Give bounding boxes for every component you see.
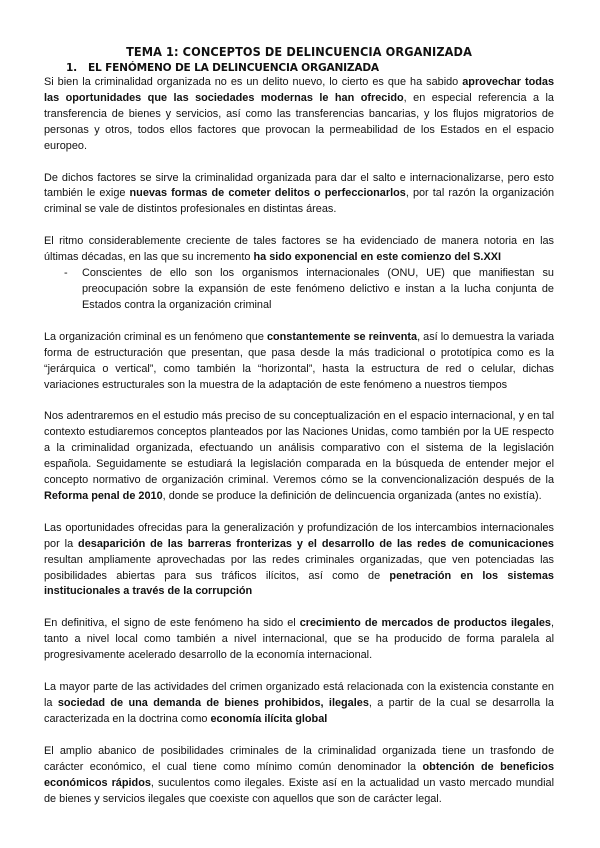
- paragraph-2: [44, 171, 554, 219]
- paragraph-6: [44, 521, 554, 601]
- p2-text-a: De dichos factores se sirve la criminalidad organizada para dar el salto e internacionalizarse, pero esto también le exige: [44, 171, 554, 200]
- paragraph-3: [44, 234, 554, 266]
- p3-text-a: El ritmo considerablemente creciente de tales factores se ha evidenciado de manera notoria en las últimas décadas, en las que su incremento: [44, 235, 554, 264]
- p7-text-a: En definitiva, el signo de este fenómeno ha sido el: [44, 617, 300, 630]
- p4-bold-b: constantemente se reinventa: [266, 330, 418, 343]
- p6-text-a: Las oportunidades ofrecidas para la generalización y profundización de los intercambios internacionales por la: [44, 521, 554, 550]
- paragraph-9: [44, 744, 554, 808]
- p7-bold-b: crecimiento de mercados de productos ilegales: [299, 617, 551, 630]
- paragraph-5: [44, 409, 554, 504]
- section-heading: [66, 62, 554, 74]
- p1-text-a: Si bien la criminalidad organizada no es un delito nuevo, lo cierto es que ha sabido: [44, 76, 463, 88]
- p8-text-c: , a partir de la cual se desarrolla la caracterizada en la doctrina como: [44, 697, 554, 725]
- p1-bold-b: aprovechar todas las oportunidades que las sociedades modernas le han ofrecido: [44, 76, 554, 104]
- p2-bold-b: nuevas formas de cometer delitos o perfeccionarlos: [129, 187, 406, 200]
- paragraph-4: [44, 330, 554, 394]
- p5-text-a: Nos adentraremos en el estudio más preciso de su conceptualización en el espacio internacional, y en tal contexto estudiaremos conceptos planteados por las Naciones Unidas, como también por la UE respecto a la criminalidad organizada, efectuando un análisis comparativo con el sistema de la legislación española. Seguidamente se estudiará la legislación comparada en la búsqueda de entender mejor el concepto normativo de organización criminal. Veremos cómo se la convencionalización después de la: [44, 410, 554, 487]
- p6-bold-b: desaparición de las barreras fronterizas y el desarrollo de las redes de comunicaciones: [78, 537, 554, 550]
- section-heading-text: EL FENÓMENO DE LA DELINCUENCIA ORGANIZADA: [88, 62, 379, 74]
- paragraph-8: [44, 680, 554, 728]
- p8-bold-d: economía ilícita global: [210, 712, 328, 725]
- p5-text-c: , donde se produce la definición de delincuencia organizada (antes no existía).: [162, 489, 542, 502]
- p3-bold-b: ha sido exponencial en este comienzo del S.XXI: [253, 251, 502, 264]
- section-number: 1.: [66, 62, 77, 74]
- p7-text-c: , tanto a nivel local como también a nivel internacional, que se ha producido de forma paralela al progresivamente acelerado desarrollo de la economía internacional.: [44, 617, 554, 662]
- p9-bold-b: obtención de beneficios económicos rápidos: [44, 760, 555, 789]
- p9-text-a: El amplio abanico de posibilidades criminales de la criminalidad organizada tiene un trasfondo de carácter económico, el cual tiene como mínimo común denominador la: [44, 744, 554, 773]
- p2-text-c: , por tal razón la organización criminal se vale de distintos profesionales en distintas áreas.: [44, 187, 555, 216]
- p4-text-c: , así lo demuestra la variada forma de estructuración que presentan, que pasa desde la más tradicional o prototípica como es la “jerárquica o vertical”, como también la “horizontal”, hasta la estructura de red o celular, dichas variaciones estructurales son la muestra de la adaptación de este fenómeno a nuestros tiempos: [44, 330, 555, 391]
- p4-text-a: La organización criminal es un fenómeno que: [44, 330, 267, 343]
- p6-bold-d: penetración en los sistemas institucionales a través de la corrupción: [44, 569, 554, 598]
- p8-bold-b: sociedad de una demanda de bienes prohibidos, ilegales: [57, 697, 369, 709]
- p8-text-a: La mayor parte de las actividades del crimen organizado está relacionada con la existencia constante en la: [44, 681, 554, 709]
- p5-bold-b: Reforma penal de 2010: [44, 489, 163, 502]
- bullet-list: [44, 266, 554, 314]
- paragraph-1: [44, 75, 554, 155]
- p6-text-c: resultan ampliamente aprovechadas por las redes criminales organizadas, que ven potenciadas las posibilidades abiertas para sus tráficos ilícitos, así como de: [44, 553, 554, 582]
- document-title: TEMA 1: CONCEPTOS DE DELINCUENCIA ORGANIZADA: [126, 44, 472, 59]
- p1-text-c: , en especial referencia a la transferencia de bienes y servicios, así como las transferencias bancarias, y los flujos migratorios de personas y otros, todos ellos factores que provocan la permeabilidad de los Estados en el espacio europeo.: [44, 91, 554, 152]
- p9-text-c: , suculentos como ilegales. Existe así en la actualidad un vasto mercado mundial de bienes y servicios ilegales que coexiste con aquellos que son de carácter legal.: [44, 776, 554, 805]
- bullet-item: - Conscientes de ello son los organismos internacionales (ONU, UE) que manifiestan su preocupación sobre la expansión de este fenómeno delictivo e instan a la lucha conjunta de Estados contra la organización criminal: [64, 266, 554, 314]
- paragraph-7: [44, 616, 554, 664]
